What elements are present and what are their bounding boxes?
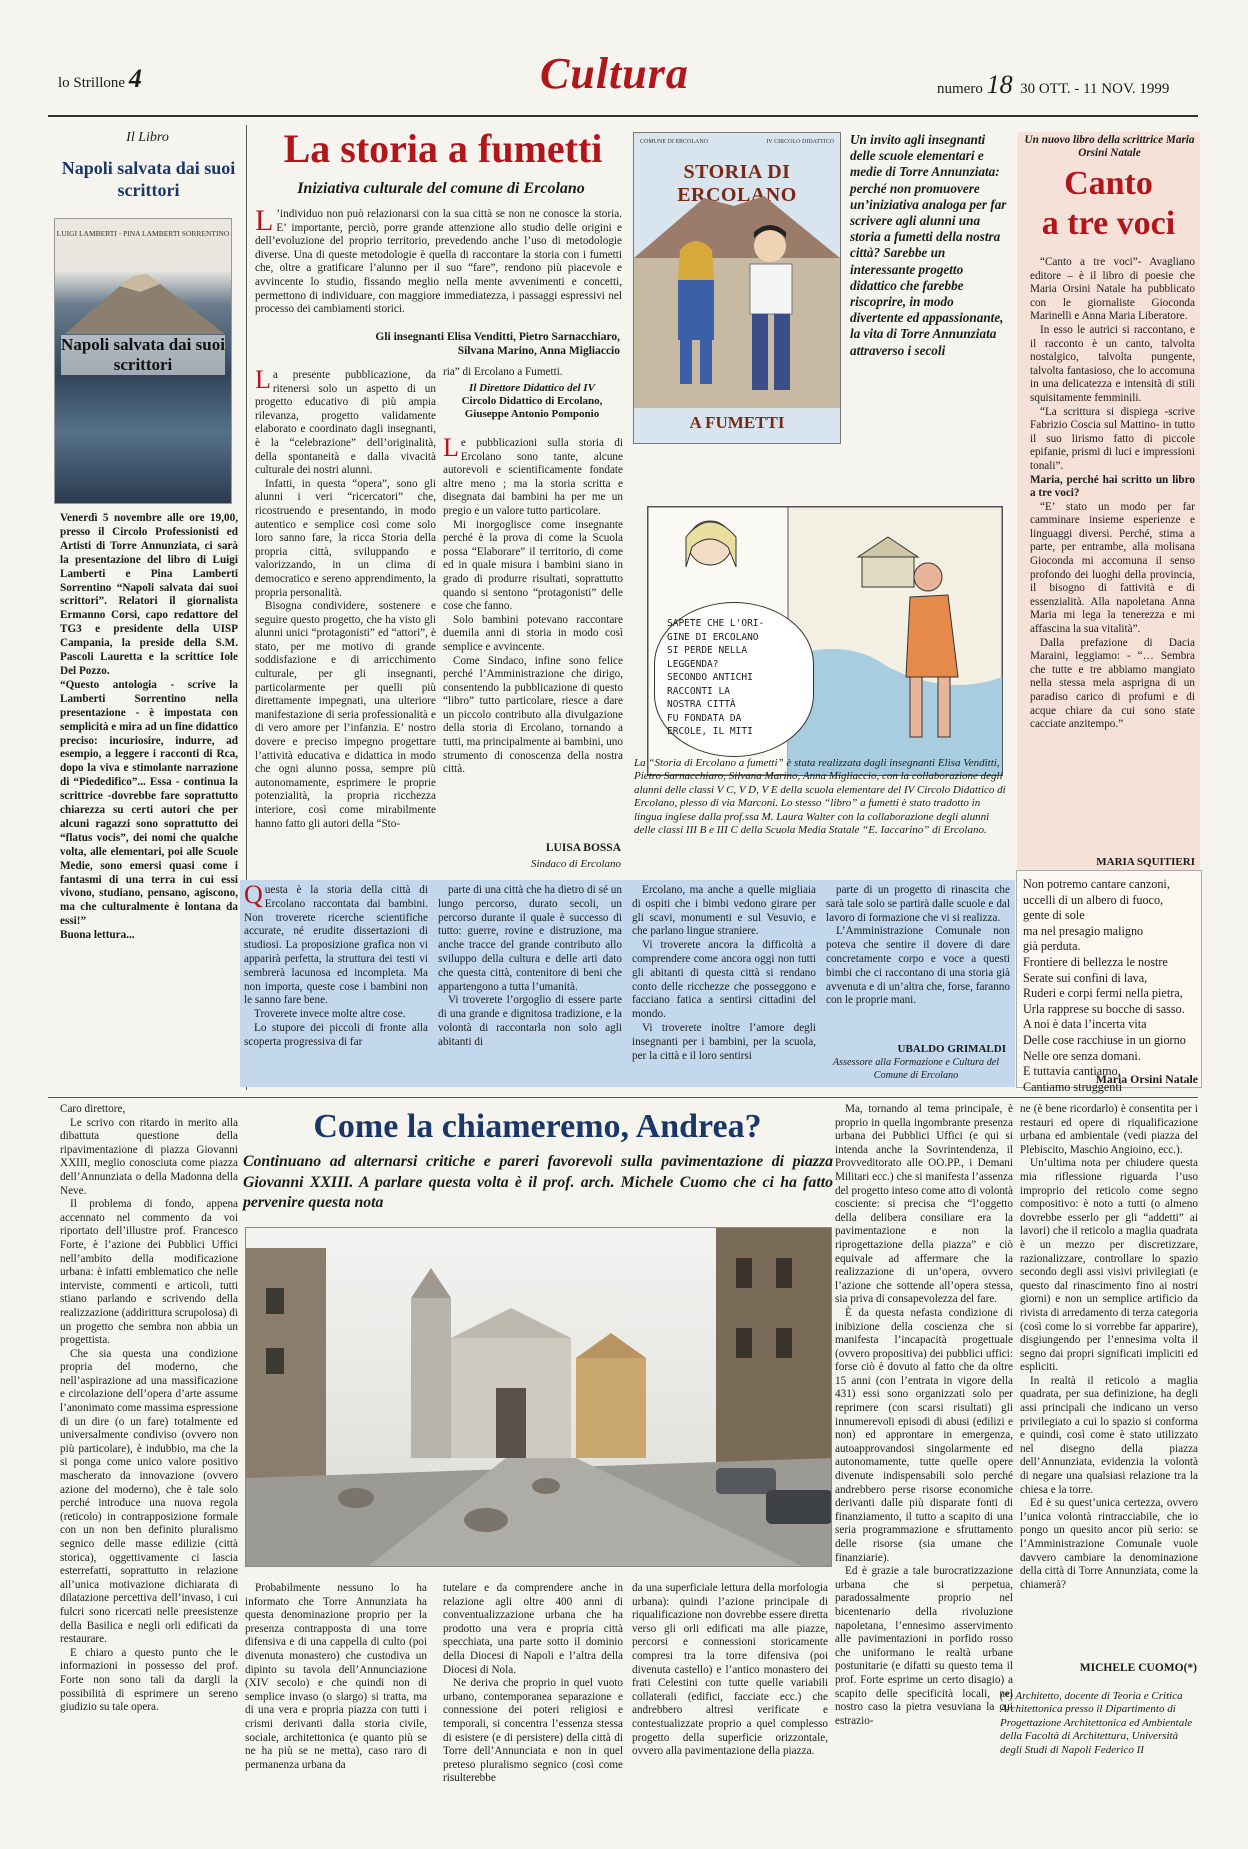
comic-cover-image <box>633 132 841 444</box>
paragraph: Solo bambini potevano raccontare duemila anni di storia in modo così semplice e avvincente. <box>443 613 623 653</box>
book-cover-authors: LUIGI LAMBERTI · PINA LAMBERTI SORRENTINO <box>56 229 230 238</box>
paragraph: Vi troverete inoltre l’amore degli insegnanti per i bambini, per la scuola, per la città e il loro sentirsi <box>632 1021 816 1062</box>
drop-cap: Q <box>244 880 263 909</box>
foreword-column-4 <box>826 884 1010 1008</box>
paragraph: Vi troverete ancora la difficoltà a comprendere come ancora oggi non tutti gli abitanti di questa città si rendano conto delle ricchezze che posseggono e facciano fatica a sentirsi cittadini del mondo. <box>632 939 816 1021</box>
main-column-c <box>443 433 623 777</box>
paragraph: “Canto a tre voci”- Avagliano editore – è il libro di poesie che Maria Orsini Natale ha pubblicato con le giornaliste Gioconda Marinelli e Anna Maria Liberatore. <box>1030 256 1195 323</box>
poem-line: Serate sui confini di lava, <box>1023 970 1148 985</box>
paragraph: In realtà il reticolo a maglia quadrata, per sua definizione, ha degli assi principali che indicano un verso privilegiato a cui lo spazio si conforma e quindi, così come è stato utilizzato nel disegno della piazza dell’Annunziata, evidenzia la volontà di negare una qualsiasi relazione tra la chiesa e la torre. <box>1020 1374 1198 1496</box>
lead-text: ’individuo non può relazionarsi con la sua città se non ne conosce la storia. E’ importante, perciò, porre grande attenzione allo studio delle origini e dell’evoluzione del proprio territorio, prevedendo anche l’uso di metodologie diverse. Una di queste metodologie è quella di raccontare la storia con i fumetti che, oltre a gratificare l’alunno per il suo “fare”, rendono più piacevole e avvincente lo studio, fissando meglio nella mente avvenimenti e concetti, permettono di individuare, con maggiore immediatezza, i passaggi espressivi nel processo dei cambiamenti storici. <box>255 208 622 316</box>
poem-line: Non potremo cantare canzoni, <box>1023 877 1170 891</box>
director-signature <box>440 382 624 421</box>
paragraph: È da questa nefasta condizione di inibizione della coscienza che si manifesta l’incapacità progettuale (ovvero propositiva) dei pubblici uffici: forse ciò è dovuto al fatto che da oltre 15 anni (con l’entrata in vigore della 431) essi sono organizzati solo per reprimere (con scarsi risultati) gli innumerevoli episodi di abusi (edilizi e non) ed approntare in emergenza, autoapprovandosi singolarmente ed autonomamente, tutte quelle opere divenute indispensabili solo perché andrebbero perse risorse economiche derivanti dalle più disparate fonti di finanziamento, il tutto a scapito di una seria programmazione e sfruttamento delle risorse (sia umane che finanziarie). <box>835 1306 1013 1564</box>
signature-line: Giuseppe Antonio Pomponio <box>464 408 600 420</box>
piazza-photo <box>245 1227 832 1567</box>
mayor-foreword-box <box>240 880 1015 1087</box>
poem-line: ma nel presagio maligno <box>1023 923 1144 938</box>
bubble-line: SI PERDE NELLA <box>667 645 748 656</box>
main-subheadline: Iniziativa culturale del comune di Ercolano <box>297 180 585 197</box>
interview-question: Maria, perché hai scritto un libro a tre voci? <box>1030 473 1195 500</box>
side-signature: MARIA SQUITIERI <box>1096 856 1195 868</box>
paragraph: Ed è su quest’unica certezza, ovvero l’unica volontà rintracciabile, che io pongo un quesito ancor più serio: se l’Amministrazione Comunale vuole davvero cambiare la denominazione della città di Torre Annunziata, come la chiamerà? <box>1020 1497 1198 1591</box>
poem-line: E tuttavia cantiamo, <box>1023 1064 1121 1079</box>
paragraph: ne (è bene ricordarlo) è consentita per i restauri ed opere di riqualificazione urbana ed ambientale (vedi piazza del Plebiscito, Maschio Angioino, ecc.). <box>1020 1103 1198 1156</box>
letter-headline: Come la chiameremo, Andrea? <box>313 1108 762 1145</box>
bubble-line: FU FONDATA DA <box>667 712 742 724</box>
book-headline: Napoli salvata dai suoi scrittori <box>61 158 236 200</box>
comic-cover-title: STORIA DI ERCOLANO <box>677 161 797 206</box>
letter-column-3 <box>443 1582 623 1786</box>
paragraph: Lo stupore dei piccoli di fronte alla scoperta progressiva di far <box>244 1021 428 1048</box>
main-lead-paragraph <box>255 204 622 317</box>
poem-line: Frontiere di bellezza le nostre <box>1023 954 1168 969</box>
bubble-line: RACCONTI LA <box>667 685 730 697</box>
signature-line: Gli insegnanti Elisa Venditti, Pietro Sarnacchiaro, <box>375 331 620 343</box>
assessor-role: Assessore alla Formazione e Cultura del Comune di Ercolano <box>832 1057 1000 1081</box>
section-rule <box>48 1097 1198 1098</box>
paragraph: tutelare e da comprendere anche in relazione agli oltre 400 anni di conventualizzazione urbana che ha prodotto una vera e propria città specchiata, una parte sotto il dominio della Diocesi di Napoli e l’altra della Diocesi di Nola. <box>443 1582 623 1676</box>
side-headline-line: Canto <box>1064 165 1153 202</box>
side-kicker: Un nuovo libro della scrittrice Maria Orsini Natale <box>1024 134 1195 159</box>
assessor-signature: UBALDO GRIMALDI <box>897 1043 1006 1055</box>
main-column-a <box>255 365 436 831</box>
poem-box <box>1016 870 1202 1094</box>
paragraph: uesta è la storia della città di Ercolano raccontata dai bambini. Non troverete ricerche scientifiche accurate, né erudite dissertazioni di studiosi. La proposizione grafica non vi apparirà perfetta, la struttura dei testi vi sembrerà lacunosa ed incompleta. Ma non importa, queste cose i bambini non le sanno fare bene. <box>244 884 428 1007</box>
invite-note: Un invito agli insegnanti delle scuole elementari e medie di Torre Annunziata: perché non promuovere un’iniziativa analoga per far scrivere agli alunni una storia a fumetti della nostra città? Sarebbe un interessante progetto didattico che farebbe riscoprire, in modo divertente ed appassionante, la vita di Torre Annunziata attraverso i secoli <box>850 132 1007 358</box>
comic-strip-image <box>647 506 1003 776</box>
author-signature: MICHELE CUOMO(*) <box>1079 1662 1197 1674</box>
paper-name: lo Strillone <box>58 75 126 91</box>
paragraph: a presente pubblicazione, da ritenersi solo un aspetto di un progetto educativo di più ampia rilevanza, progetto validamente elaborato e coordinato dagli insegnanti, è la “celebrazione” dell’originalità, della spontaneità e dalla vivacità culturale dei nostri alunni. <box>255 369 436 477</box>
paragraph: Ed è grazie a tale burocratizzazione urbana che si perpetua, paradossalmente proprio nel bicentenario della rivoluzione napoletana, l’ennesimo asservimento alle pavimentazioni in porfido rosso che uniformano le realtà urbane postunitarie (e difatti su questo tema il prof. Forte esprime un certo disagio) a scapito delle specificità locali, nel nostro caso la pietra vesuviana la cui estrazio- <box>835 1565 1013 1727</box>
drop-cap: L <box>443 433 459 462</box>
side-headline-line: a tre voci <box>1041 205 1176 242</box>
bubble-line: NOSTRA CITTÀ <box>667 699 736 710</box>
mayor-role: Sindaco di Ercolano <box>530 858 621 870</box>
poem-line: Delle cose racchiuse in un giorno <box>1023 1032 1186 1047</box>
drop-cap: L <box>255 365 271 394</box>
poem-line: già perduta. <box>1023 939 1081 954</box>
paragraph: Come Sindaco, infine sono felice perché l’Amministrazione che dirigo, consentendo la pubblicazione di questo “libro” tutto particolare, riesce a dare un piccolo contributo alla divulgazione della storia di Ercolano, tornando a tutti, ma principalmente ai bambini, uno strumento di conoscenza della nostra città. <box>443 654 623 776</box>
poem-line: Nelle ore senza domani. <box>1023 1048 1141 1063</box>
paragraph: parte di una città che ha dietro di sé un lungo percorso, durato secoli, un percorso durante il quale è successo di tutto: guerre, rovine e distruzione, ma anche tracce del grande contributo allo sviluppo della cultura e delle arti dato che questa città, contenitore di beni che appartengono a tutta l’umanità. <box>438 884 622 993</box>
book-paragraph: “Questo antologia - scrive la Lamberti Sorrentino nella presentazione - è impostata con semplicità e mira ad un fine didattico preciso: incuriosire, indurre, ad esempio, a leggere i racconti di Rca, dopo la viva e stimolante narrazione di “Piededifico”... Essa - continua la scrittrice -dovrebbe fare soprattutto chiarezza su certi autori che per alcuni ragazzi sono soprattutto dei “flatus vocis”, dei nomi che qualche volta, alle elementari, poi alle Scuole Medie, sono emersi quasi come i fantasmi di una terra in cui essi vivono, studiano, pensano, agiscono, ma che culturalmente è lontana da essi!” <box>60 678 238 928</box>
paragraph: Un’ultima nota per chiudere questa mia riflessione riguarda l’uso improprio del reticolo come segno compositivo: è noto a tutti (o almeno dovrebbe esserlo per gli “addetti” ai lavori) che il reticolo a maglia quadrata è un mezzo per discretizzare, razionalizzare, controllare lo spazio secondo degli assi visivi privilegiati (e questo dal rinascimento fino ai nostri giorni) e non un semplice artificio da rivista di arredamento di terza categoria (così come lo si vorrebbe far apparire), disgiungendo per l’ennesima volta il segno dai propri significati impliciti ed espliciti. <box>1020 1157 1198 1374</box>
paragraph: da una superficiale lettura della morfologia urbana): quindi l’azione principale di riqualificazione non dovrebbe essere diretta verso gli orli edificati ma alle piazze, percorsi e connessioni storicamente compresi tra la torre difensiva (poi divenuta castello) e l’antico monastero dei frati Celestini con tutte quelle variabili collaterali (edifici, facciate ecc.) che andrebbero altresì verificate e contestualizzate proprio a quel complesso progetto della superficie orizzontale, ovvero alla pavimentazione della piazza. <box>632 1582 828 1758</box>
book-cover-image <box>54 218 232 504</box>
main-headline: La storia a fumetti <box>283 126 603 171</box>
issue-number: 18 <box>986 70 1013 99</box>
poem-line: uccelli di un albero di fuoco, <box>1023 892 1164 907</box>
paragraph: Probabilmente nessuno lo ha informato che Torre Annunziata ha questa denominazione proprio per la presenza contrapposta di una torre difensiva e di una cappella di culto (poi divenuta monastero) che custodiva un dipinto su tavola dell’Annunciazione (XIV secolo) e che quindi non di semplice invaso (o slargo) si tratta, ma di una vera e propria piazza con tutti i crismi derivanti dalla storia civile, sociale, architettonica (e quanto più se ne ha più se ne metta), caso raro di permanenza urbana da <box>245 1582 427 1771</box>
letter-column-4 <box>632 1582 828 1759</box>
paragraph: “La scrittura si dispiega -scrive Fabrizio Coscia sul Mattino- in tutto il suo lirismo fatto di piccole epifanie, prismi di luci e impressioni tonali”. <box>1030 405 1195 472</box>
foreword-column-2 <box>438 884 622 1050</box>
paragraph: Ma, tornando al tema principale, è proprio in quella ingombrante presenza urbana dei Pubblici Uffici (e qui si intenda anche la Sovrintendenza, il Provveditorato alle OO.PP., i Demani Militari ecc.) che si manifesta l’assenza del progetto inteso come atto di volontà cosciente: si precisa che “l’oggetto della delibera consiliare era la pavimentazione e non la riprogettazione della piazza” e ciò equivale ad affermare che la realizzazione di un’opera, ovvero l’azione che sottende all’opera stessa, sia priva di consapevolezza del fare. <box>835 1103 1013 1306</box>
paragraph: L’Amministrazione Comunale non poteva che sentire il dovere di dare concretamente corpo e voce a questi bimbi che ci raccontano di una storia già avvenuta e di un’altra che, forse, faranno con le proprie mani. <box>826 925 1010 1007</box>
children-illustration <box>634 188 840 408</box>
poem-line: Urla rapprese su bocche di sasso. <box>1023 1001 1185 1016</box>
paragraph: Che sia questa una condizione propria del moderno, che nell’aspirazione ad una massificazione e circolazione dell’opera d’arte assume l’anonimato come massima espressione di un dire (o un fare) totalmente ed universalmente condiviso (ovvero non più particolare), è indubbio, ma che la si ponga come unico valore positivo mascherato da innovazione (ovvero azione del moderno), che è tale solo perché introduce una nuova regola (reticolo) in contrapposizione formale con un non ben definito pluralismo segnico delle masse edilizie (città storica), oggettivamente ci lascia esterrefatti, soprattutto in relazione all’unica motivazione dichiarata di dilatazione percettiva dell’invaso, i cui fulcri sono ricercati nelle preesistenze della Basilica e negli orli edificati da restaurare. <box>60 1347 238 1646</box>
paragraph: In esso le autrici si raccontano, e il racconto è un canto, talvolta nostalgico, talvolta pungente, talvolta fantasioso, che lo accomuna in una delicatezza e intensità di stili squisitamente femminili. <box>1030 323 1195 404</box>
paragraph: Mi inorgoglisce come insegnante perché è la prova di come la Scuola possa “Elaborare” il territorio, di come ed in quale misura i bambini siano in grado di produrre risultati, soprattutto quando si sentono “protagonisti” delle cose che fanno. <box>443 518 623 613</box>
bubble-line: GINE DI ERCOLANO <box>667 631 759 643</box>
masthead-right <box>937 70 1169 100</box>
side-article-body <box>1030 256 1195 732</box>
paragraph: ria” di Ercolano a Fumetti. <box>443 366 563 378</box>
signature-line: Silvana Marino, Anna Migliaccio <box>457 344 620 357</box>
letter-column-5 <box>835 1103 1013 1728</box>
bubble-line: ERCOLE, IL MITI <box>667 726 753 737</box>
signature-line: Il Direttore Didattico del IV <box>469 382 595 394</box>
bubble-line: SAPETE CHE L'ORI- <box>667 618 765 629</box>
paragraph: E chiaro a questo punto che le informazioni in possesso del prof. Forte non sono tali da dargli la possibilità di esprimere un sereno giudizio su tale opera. <box>60 1646 238 1714</box>
signature-line: Circolo Didattico di Ercolano, <box>461 395 603 407</box>
poem-line: gente di sole <box>1023 908 1085 923</box>
bubble-line: LEGGENDA? <box>667 658 719 670</box>
masthead-left <box>58 64 142 94</box>
paragraph: Ne deriva che proprio in quel vuoto urbano, contemporanea separazione e connessione dei poteri religiosi e temporali, si concentra l’essenza stessa di esistere (e di persistere) della città di Torre dell’Annunciata e non in quel preteso pluralismo segnico (così come risulterebbe <box>443 1677 623 1785</box>
poem-line: A noi è data l’incerta vita <box>1023 1017 1147 1032</box>
bubble-line: SECONDO ANTICHI <box>667 672 753 683</box>
book-paragraph: Venerdì 5 novembre alle ore 19,00, presso il Circolo Professionisti ed Artisti di Torre Annunziata, ci sarà la presentazione del libro di Luigi Lamberti e Pina Lamberti Sorrentino “Napoli salvata dai suoi scrittori”. Relatori il giornalista Ermanno Corsi, capo redattore del TG3 e presidente della UISP Campania, la preside della S.M. Pascoli Lauretta e la scrittice Iole Del Pozzo. <box>60 512 238 677</box>
poem-signature: Maria Orsini Natale <box>1095 1072 1198 1086</box>
drop-cap: L <box>255 204 274 237</box>
paragraph: Il problema di fondo, appena accennato nel commento da voi riportato dell’illustre prof. Francesco Forte, è l’azione dei Pubblici Uffici nell’ambito della modificazione urbana: è infatti emblematico che nelle interviste, commenti e articoli, tutti stiano parlando e scrivendo della realizzazione (addirittura scrupolosa) di un progetto che sembra non abbia un progettista. <box>60 1198 238 1347</box>
letter-column-6 <box>1020 1103 1198 1592</box>
interview-answer: “E’ stato un modo per far camminare insieme esperienze e linguaggi diversi. Perché, stima a parte, per entrambe, alla molisana Gioconda mi accomuna il senso profondo dei luoghi della provincia, il bisogno di fattività e di essenzialità. Alla napoletana Anna Maria mi lega la tenerezza e mi affascina la sua vitalità”. <box>1030 500 1195 636</box>
paragraph: Vi troverete l’orgoglio di essere parte di una grande e dignitosa tradizione, e la volontà di raccontarla non solo agli abitanti di <box>438 994 622 1048</box>
letter-column-2 <box>245 1582 427 1772</box>
paragraph: Ercolano, ma anche a quelle migliaia di ospiti che i bimbi vedono girare per gli scavi, monumenti e sul Vesuvio, e che parlano lingue straniere. <box>632 884 816 938</box>
comic-caption: La “Storia di Ercolano a fumetti” è stata realizzata dagli insegnanti Elisa Venditti, Pietro Sarnacchiaro, Silvana Marino, Anna Migliaccio, con la collaborazione degli alunni delle classi V C, V D, V E della scuola elementare del IV Circolo Didattico di Ercolano, plesso di via Marconi. Lo stesso “libro” a fumetti è stato tradotto in lingua inglese dalla prof.ssa M. Laura Walter con la collaborazione degli alunni delle classi III B e III C della Scuola Media Statale “E. Iaccarino” di Ercolano. <box>634 757 1006 837</box>
poem-line: Ruderi e corpi fermi nella pietra, <box>1023 986 1183 1001</box>
section-title: Cultura <box>540 49 689 98</box>
comic-cover-footer: A FUMETTI <box>689 413 785 432</box>
book-cover-title: Napoli salvata dai suoi scrittori <box>61 335 225 374</box>
piazza-photo-drawing <box>246 1228 832 1567</box>
speech-bubble <box>654 602 814 757</box>
paragraph: Bisogna condividere, sostenere e seguire questo progetto, che ha visto gli alunni unici “protagonisti” ed “attori”, è stato, per me motivo di grande soddisfazione e di arricchimento culturale, per gli insegnanti, particolarmente per quelli più direttamente impegnati, una ulteriore manifestazione di seria professionalità e di vero amore per l’infanzia. E’ nostro dovere e preciso impegno progettare l’attività educativa e didattica in modo che ogni alunno possa, sempre più autonomamente, esprimere le proprie potenzialità, la propria ricchezza interiore, così come mirabilmente hanno fatto gli autori della “Sto- <box>255 600 436 830</box>
paragraph: parte di un progetto di rinascita che sarà tale solo se partirà dalle scuole e dal lavoro di formazione che vi si realizza. <box>826 884 1010 924</box>
preface-quote: Dalla prefazione di Dacia Maraini, leggiamo: - “… Sembra che tutte e tre abbiamo mangiato nella stessa mela asprigna di un paradiso carico di profumi e di acque chiare da cui sono state cacciate anzitempo.” <box>1030 636 1195 731</box>
mayor-signature: LUISA BOSSA <box>545 842 621 854</box>
poem-line: Cantiamo struggenti <box>1023 1079 1123 1094</box>
teachers-signature <box>300 331 620 358</box>
author-footnote: (*) Architetto, docente di Teoria e Critica Architettonica presso il Dipartimento di Progettazione Architettonica ed Ambientale della Facoltà di Architettura, Università degli Studi di Napoli Federico II <box>1000 1690 1193 1756</box>
paragraph: Le scrivo con ritardo in merito alla dibattuta questione della ripavimentazione di piazza Giovanni XXIII, meglio conosciuta come piazza dell’Annunziata o della Madonna della Neve. <box>60 1116 238 1197</box>
book-kicker: Il Libro <box>126 130 169 145</box>
letter-column-1 <box>60 1103 238 1715</box>
book-paragraph: Buona lettura... <box>60 929 135 942</box>
comic-cover-header <box>640 139 834 145</box>
issue-label: numero <box>937 81 983 97</box>
comic-cover-header-left: COMUNE DI ERCOLANO <box>640 139 708 145</box>
foreword-column-1 <box>244 880 428 1050</box>
paragraph: Infatti, in questa “opera”, sono gli alunni i veri “ricercatori” che, ricostruendo e presentando, in modo autentico e semplice così come solo loro sanno fare, la ricca Storia della propria città, sviluppando e valorizzando, in un clima di democratico e sereno apprendimento, la propria personalità. <box>255 477 436 599</box>
paragraph: Troverete invece molte altre cose. <box>254 1008 406 1021</box>
header-rule <box>48 115 1198 117</box>
book-article-body <box>60 512 238 943</box>
main-column-b <box>443 366 623 380</box>
comic-cover-header-right: IV CIRCOLO DIDATTICO <box>766 139 834 145</box>
letter-subheadline: Continuano ad alternarsi critiche e pareri favorevoli sulla pavimentazione di piazza Giovanni XXIII. A parlare questa volta è il prof. arch. Michele Cuomo che ci ha fatto pervenire questa nota <box>243 1153 833 1211</box>
vesuvius-illustration <box>65 274 225 334</box>
foreword-column-3 <box>632 884 816 1063</box>
paragraph: Caro direttore, <box>60 1103 126 1115</box>
side-headline <box>1017 164 1200 244</box>
page-number: 4 <box>128 64 142 93</box>
issue-date: 30 OTT. - 11 NOV. 1999 <box>1020 81 1170 97</box>
paragraph: e pubblicazioni sulla storia di Ercolano sono tante, alcune autorevoli e scientificamente fondate altre meno ; ma la storia scritta e disegnata dai bambini ha per me un pregio e un valore tutto particolare. <box>443 437 623 517</box>
